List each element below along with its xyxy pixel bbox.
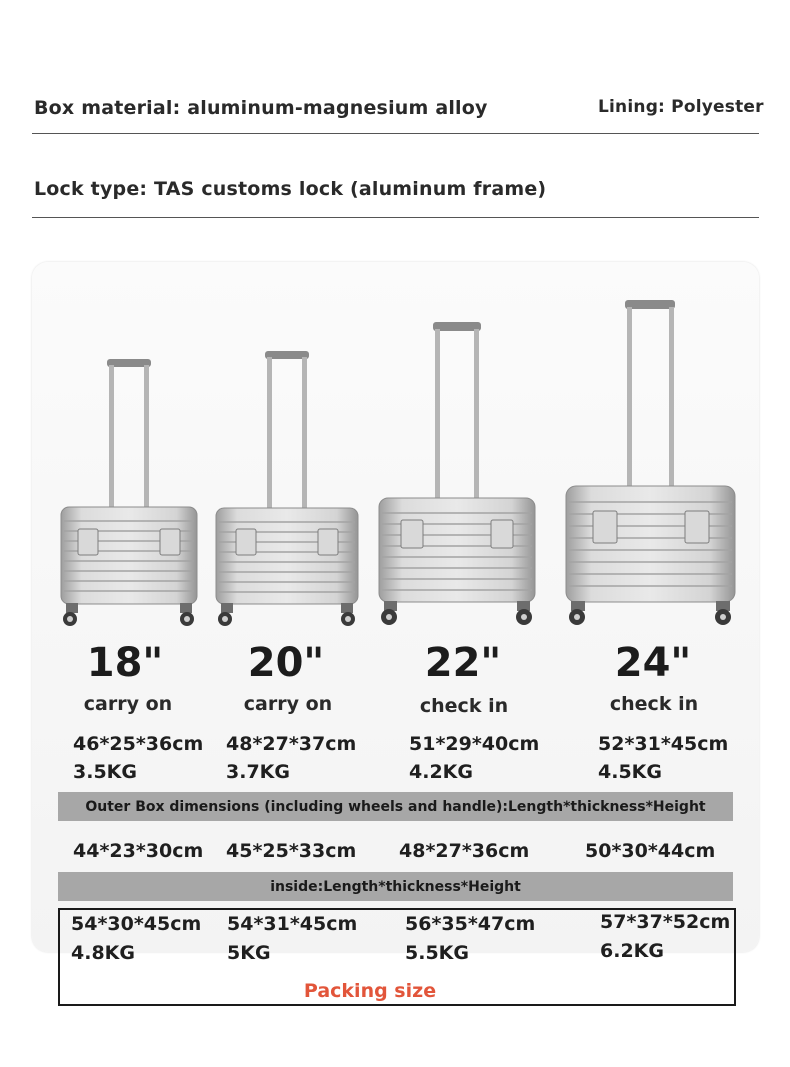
packing-weight-22: 5.5KG (405, 942, 469, 964)
packing-dimensions-18: 54*30*45cm (71, 913, 202, 935)
type-label-22: check in (419, 695, 509, 717)
weight-20: 3.7KG (226, 761, 290, 783)
suitcase-18-image (58, 355, 200, 630)
box-material-spec: Box material: aluminum-magnesium alloy (34, 97, 488, 119)
inside-dimensions-24: 50*30*44cm (585, 840, 716, 862)
outer-dimensions-20: 48*27*37cm (226, 733, 357, 755)
weight-18: 3.5KG (73, 761, 137, 783)
size-label-18: 18" (86, 640, 164, 686)
size-label-22: 22" (424, 640, 502, 686)
type-label-18: carry on (83, 693, 173, 715)
packing-weight-24: 6.2KG (600, 940, 664, 962)
divider (32, 217, 759, 218)
packing-dimensions-20: 54*31*45cm (227, 913, 358, 935)
inside-dimensions-22: 48*27*36cm (399, 840, 530, 862)
size-label-20: 20" (247, 640, 325, 686)
packing-weight-18: 4.8KG (71, 942, 135, 964)
inside-dimensions-20: 45*25*33cm (226, 840, 357, 862)
suitcase-20-image (214, 347, 360, 630)
weight-22: 4.2KG (409, 761, 473, 783)
outer-dimensions-18: 46*25*36cm (73, 733, 204, 755)
outer-dimensions-22: 51*29*40cm (409, 733, 540, 755)
packing-weight-20: 5KG (227, 942, 271, 964)
outer-dimensions-header: Outer Box dimensions (including wheels and handle):Length*thickness*Height (58, 792, 733, 821)
suitcase-24-image (563, 296, 738, 630)
suitcase-22-image (377, 318, 537, 630)
outer-dimensions-24: 52*31*45cm (598, 733, 729, 755)
weight-24: 4.5KG (598, 761, 662, 783)
packing-dimensions-22: 56*35*47cm (405, 913, 536, 935)
inside-dimensions-18: 44*23*30cm (73, 840, 204, 862)
packing-size-label: Packing size (303, 980, 437, 1002)
divider (32, 133, 759, 134)
lock-type-spec: Lock type: TAS customs lock (aluminum frame) (34, 178, 547, 200)
size-label-24: 24" (614, 640, 692, 686)
type-label-20: carry on (243, 693, 333, 715)
lining-spec: Lining: Polyester (598, 97, 764, 117)
type-label-24: check in (609, 693, 699, 715)
packing-dimensions-24: 57*37*52cm (600, 911, 731, 933)
inside-dimensions-header: inside:Length*thickness*Height (58, 872, 733, 901)
